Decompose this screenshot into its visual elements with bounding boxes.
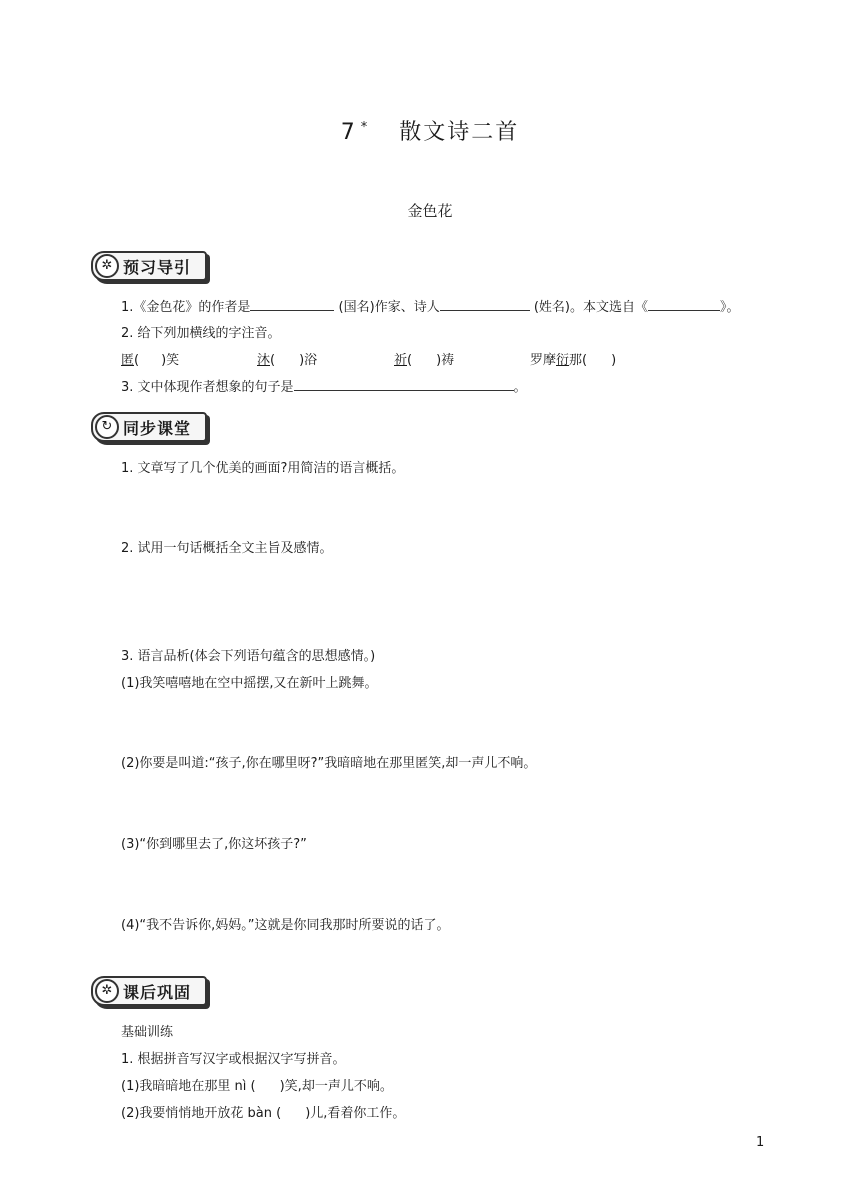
section-preview-label: 预习导引 [123, 258, 192, 277]
section-after-label: 课后巩固 [123, 983, 192, 1002]
section-class-header [91, 412, 209, 442]
q1-part-d: 》。 [720, 300, 740, 315]
class-q3: 3. 语言品析(体会下列语句蕴含的思想感情。) [121, 649, 376, 664]
class-s2: (2)你要是叫道:“孩子,你在哪里呀?”我暗暗地在那里匿笑,却一声儿不响。 [121, 756, 537, 771]
after-s2: (2)我要悄悄地开放花 bàn ( )儿,看着你工作。 [121, 1106, 406, 1121]
preview-q1 [121, 296, 740, 315]
sparkle-icon: ✲ [95, 979, 119, 1003]
pinyin-item-2: 沐( )浴 [257, 353, 318, 368]
blank-country[interactable] [250, 298, 334, 311]
blank-source[interactable] [648, 298, 720, 311]
underlined-char: 祈 [394, 353, 408, 368]
q1-part-a: 1.《金色花》的作者是 [121, 300, 251, 315]
q1-part-c: (姓名)。本文选自《 [533, 300, 648, 315]
class-s4: (4)“我不告诉你,妈妈。”这就是你同我那时所要说的话了。 [121, 918, 450, 933]
after-q1: 1. 根据拼音写汉字或根据汉字写拼音。 [121, 1052, 346, 1067]
class-q1: 1. 文章写了几个优美的画面?用简洁的语言概括。 [121, 461, 405, 476]
q3-text: 3. 文中体现作者想象的句子是 [121, 380, 294, 395]
section-preview-header [91, 251, 209, 281]
underlined-char: 沐 [257, 353, 271, 368]
blank-sentence[interactable] [294, 378, 514, 391]
lesson-number: 7 [340, 120, 357, 145]
class-q2: 2. 试用一句话概括全文主旨及感情。 [121, 541, 333, 556]
page-title [0, 115, 860, 146]
after-s1: (1)我暗暗地在那里 nì ( )笑,却一声儿不响。 [121, 1079, 393, 1094]
pinyin-item-4: 罗摩衍那( ) [530, 353, 617, 368]
sparkle-icon: ✲ [95, 254, 119, 278]
q1-part-b: (国名)作家、诗人 [338, 300, 440, 315]
refresh-icon: ↻ [95, 415, 119, 439]
after-basic: 基础训练 [121, 1025, 174, 1040]
class-s3: (3)“你到哪里去了,你这坏孩子?” [121, 837, 307, 852]
underlined-char: 衍 [556, 353, 570, 368]
pinyin-item-3: 祈( )祷 [394, 353, 455, 368]
blank-name[interactable] [440, 298, 530, 311]
subtitle: 金色花 [407, 202, 453, 220]
page-number: 1 [756, 1135, 765, 1150]
section-class-label: 同步课堂 [123, 419, 192, 438]
class-s1: (1)我笑嘻嘻地在空中摇摆,又在新叶上跳舞。 [121, 676, 378, 691]
optional-star: * [360, 120, 370, 135]
preview-q2: 2. 给下列加横线的字注音。 [121, 326, 281, 341]
lesson-title: 散文诗二首 [399, 120, 520, 145]
preview-q3: 3. 文中体现作者想象的句子是 。 [121, 380, 527, 395]
section-after-header [91, 976, 209, 1006]
pinyin-item-1: 匿( )笑 [121, 353, 180, 368]
underlined-char: 匿 [121, 353, 135, 368]
